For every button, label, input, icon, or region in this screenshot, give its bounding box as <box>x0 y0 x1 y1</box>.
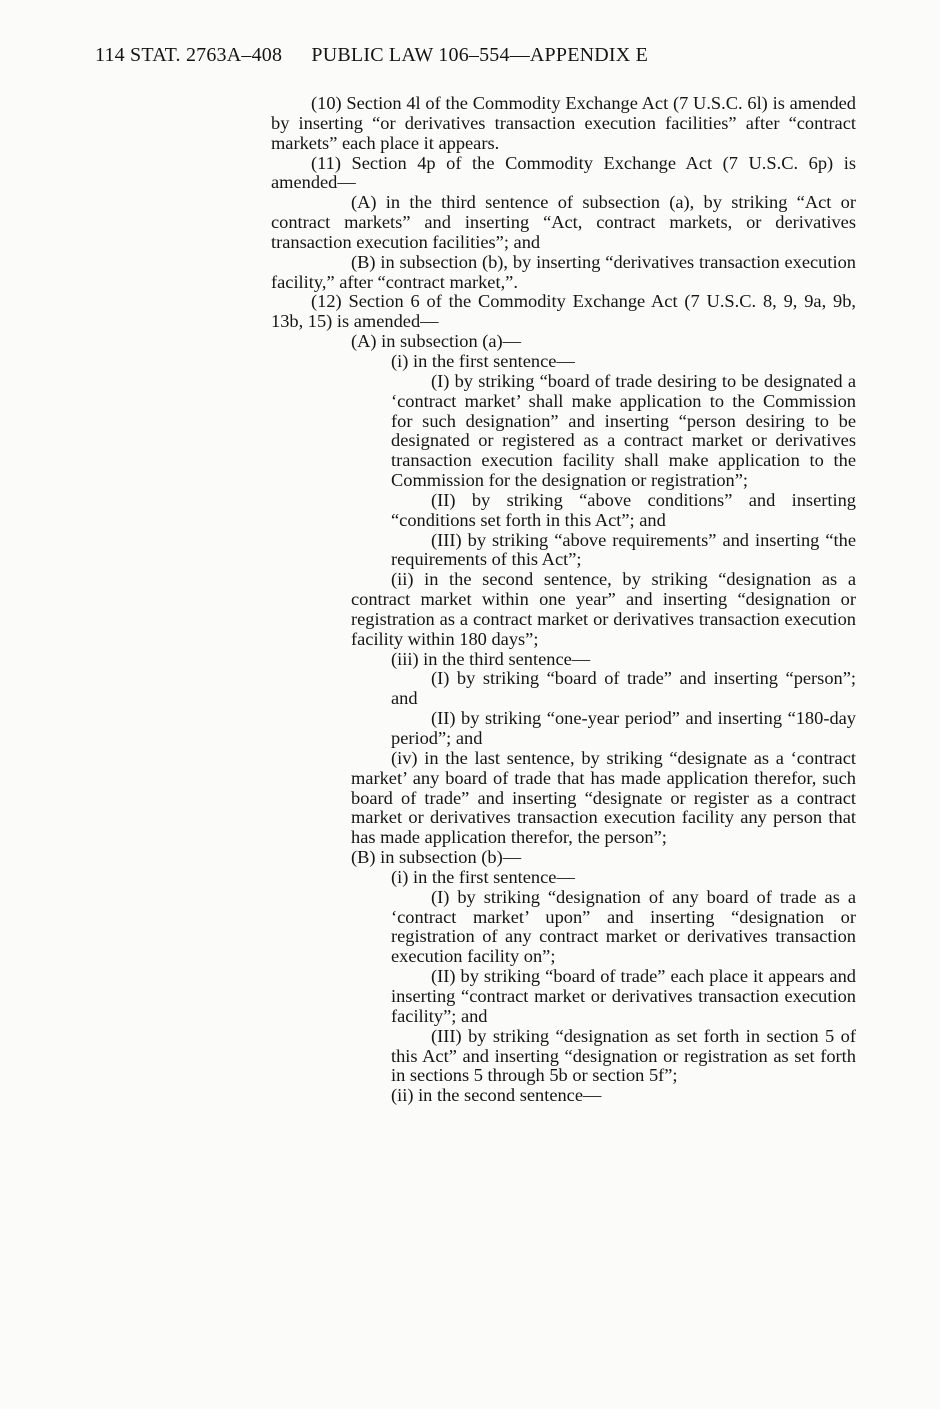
paragraph-12-a-iv: (iv) in the last sentence, by striking “designate as a ‘contract market’ any board of trade that has made application therefor, such board of trade” and inserting “designate or register as a contract market or derivatives transaction execution facility any person that has made application therefor, the person”; <box>351 747 856 848</box>
paragraph-11-b: (B) in subsection (b), by inserting “derivatives transaction execution facility,” after “contract market,”. <box>271 251 856 292</box>
paragraph-12-b-i: (i) in the first sentence— <box>391 866 575 887</box>
paragraph-12-a-iii-II: (II) by striking “one-year period” and inserting “180-day period”; and <box>391 708 856 748</box>
paragraph-12-b: (B) in subsection (b)— <box>351 847 522 868</box>
paragraph-12-a: (A) in subsection (a)— <box>351 331 522 352</box>
running-header <box>95 44 648 67</box>
paragraph-12-a-i-III: (III) by striking “above requirements” and inserting “the requirements of this Act”; <box>391 529 856 570</box>
law-title: PUBLIC LAW 106–554—APPENDIX E <box>311 44 649 66</box>
paragraph-12-a-i-II: (II) by striking “above conditions” and inserting “conditions set forth in this Act”; and <box>391 489 856 530</box>
paragraph-12-a-iii: (iii) in the third sentence— <box>391 648 591 669</box>
page-reference: 114 STAT. 2763A–408 <box>95 44 283 66</box>
paragraph-11: (11) Section 4p of the Commodity Exchange Act (7 U.S.C. 6p) is amended— <box>271 152 856 193</box>
paragraph-12: (12) Section 6 of the Commodity Exchange Act (7 U.S.C. 8, 9, 9a, 9b, 13b, 15) is amended— <box>271 291 856 332</box>
paragraph-12-b-i-II: (II) by striking “board of trade” each place it appears and inserting “contract market or derivatives transaction execution facility”; and <box>391 966 856 1026</box>
paragraph-12-a-i-I: (I) by striking “board of trade desiring to be designated a ‘contract market’ shall make application to the Commission for such designation” and inserting “person desiring to be designated or registered as a contract market or derivatives transaction execution facility shall make application to the Commission for the designation or registration”; <box>391 370 856 491</box>
paragraph-12-b-i-I: (I) by striking “designation of any board of trade as a ‘contract market’ upon” and inserting “designation or registration of any contract market or derivatives transaction execution facility on”; <box>391 886 856 967</box>
paragraph-12-a-ii: (ii) in the second sentence, by striking “designation as a contract market within one year” and inserting “designation or registration as a contract market or derivatives transaction execution facility within 180 days”; <box>351 569 856 649</box>
document-body <box>271 94 856 1106</box>
paragraph-12-a-i: (i) in the first sentence— <box>391 350 575 371</box>
paragraph-11-a: (A) in the third sentence of subsection (a), by striking “Act or contract markets” and inserting “Act, contract markets, or derivatives transaction execution facilities”; and <box>271 192 856 252</box>
paragraph-12-b-ii: (ii) in the second sentence— <box>391 1085 602 1106</box>
paragraph-12-b-i-III: (III) by striking “designation as set forth in section 5 of this Act” and inserting “designation or registration as set forth in sections 5 through 5b or section 5f”; <box>391 1025 856 1086</box>
paragraph-10: (10) Section 4l of the Commodity Exchange Act (7 U.S.C. 6l) is amended by inserting “or derivatives transaction execution facilities” after “contract markets” each place it appears. <box>271 93 856 153</box>
paragraph-12-a-iii-I: (I) by striking “board of trade” and inserting “person”; and <box>391 668 856 709</box>
